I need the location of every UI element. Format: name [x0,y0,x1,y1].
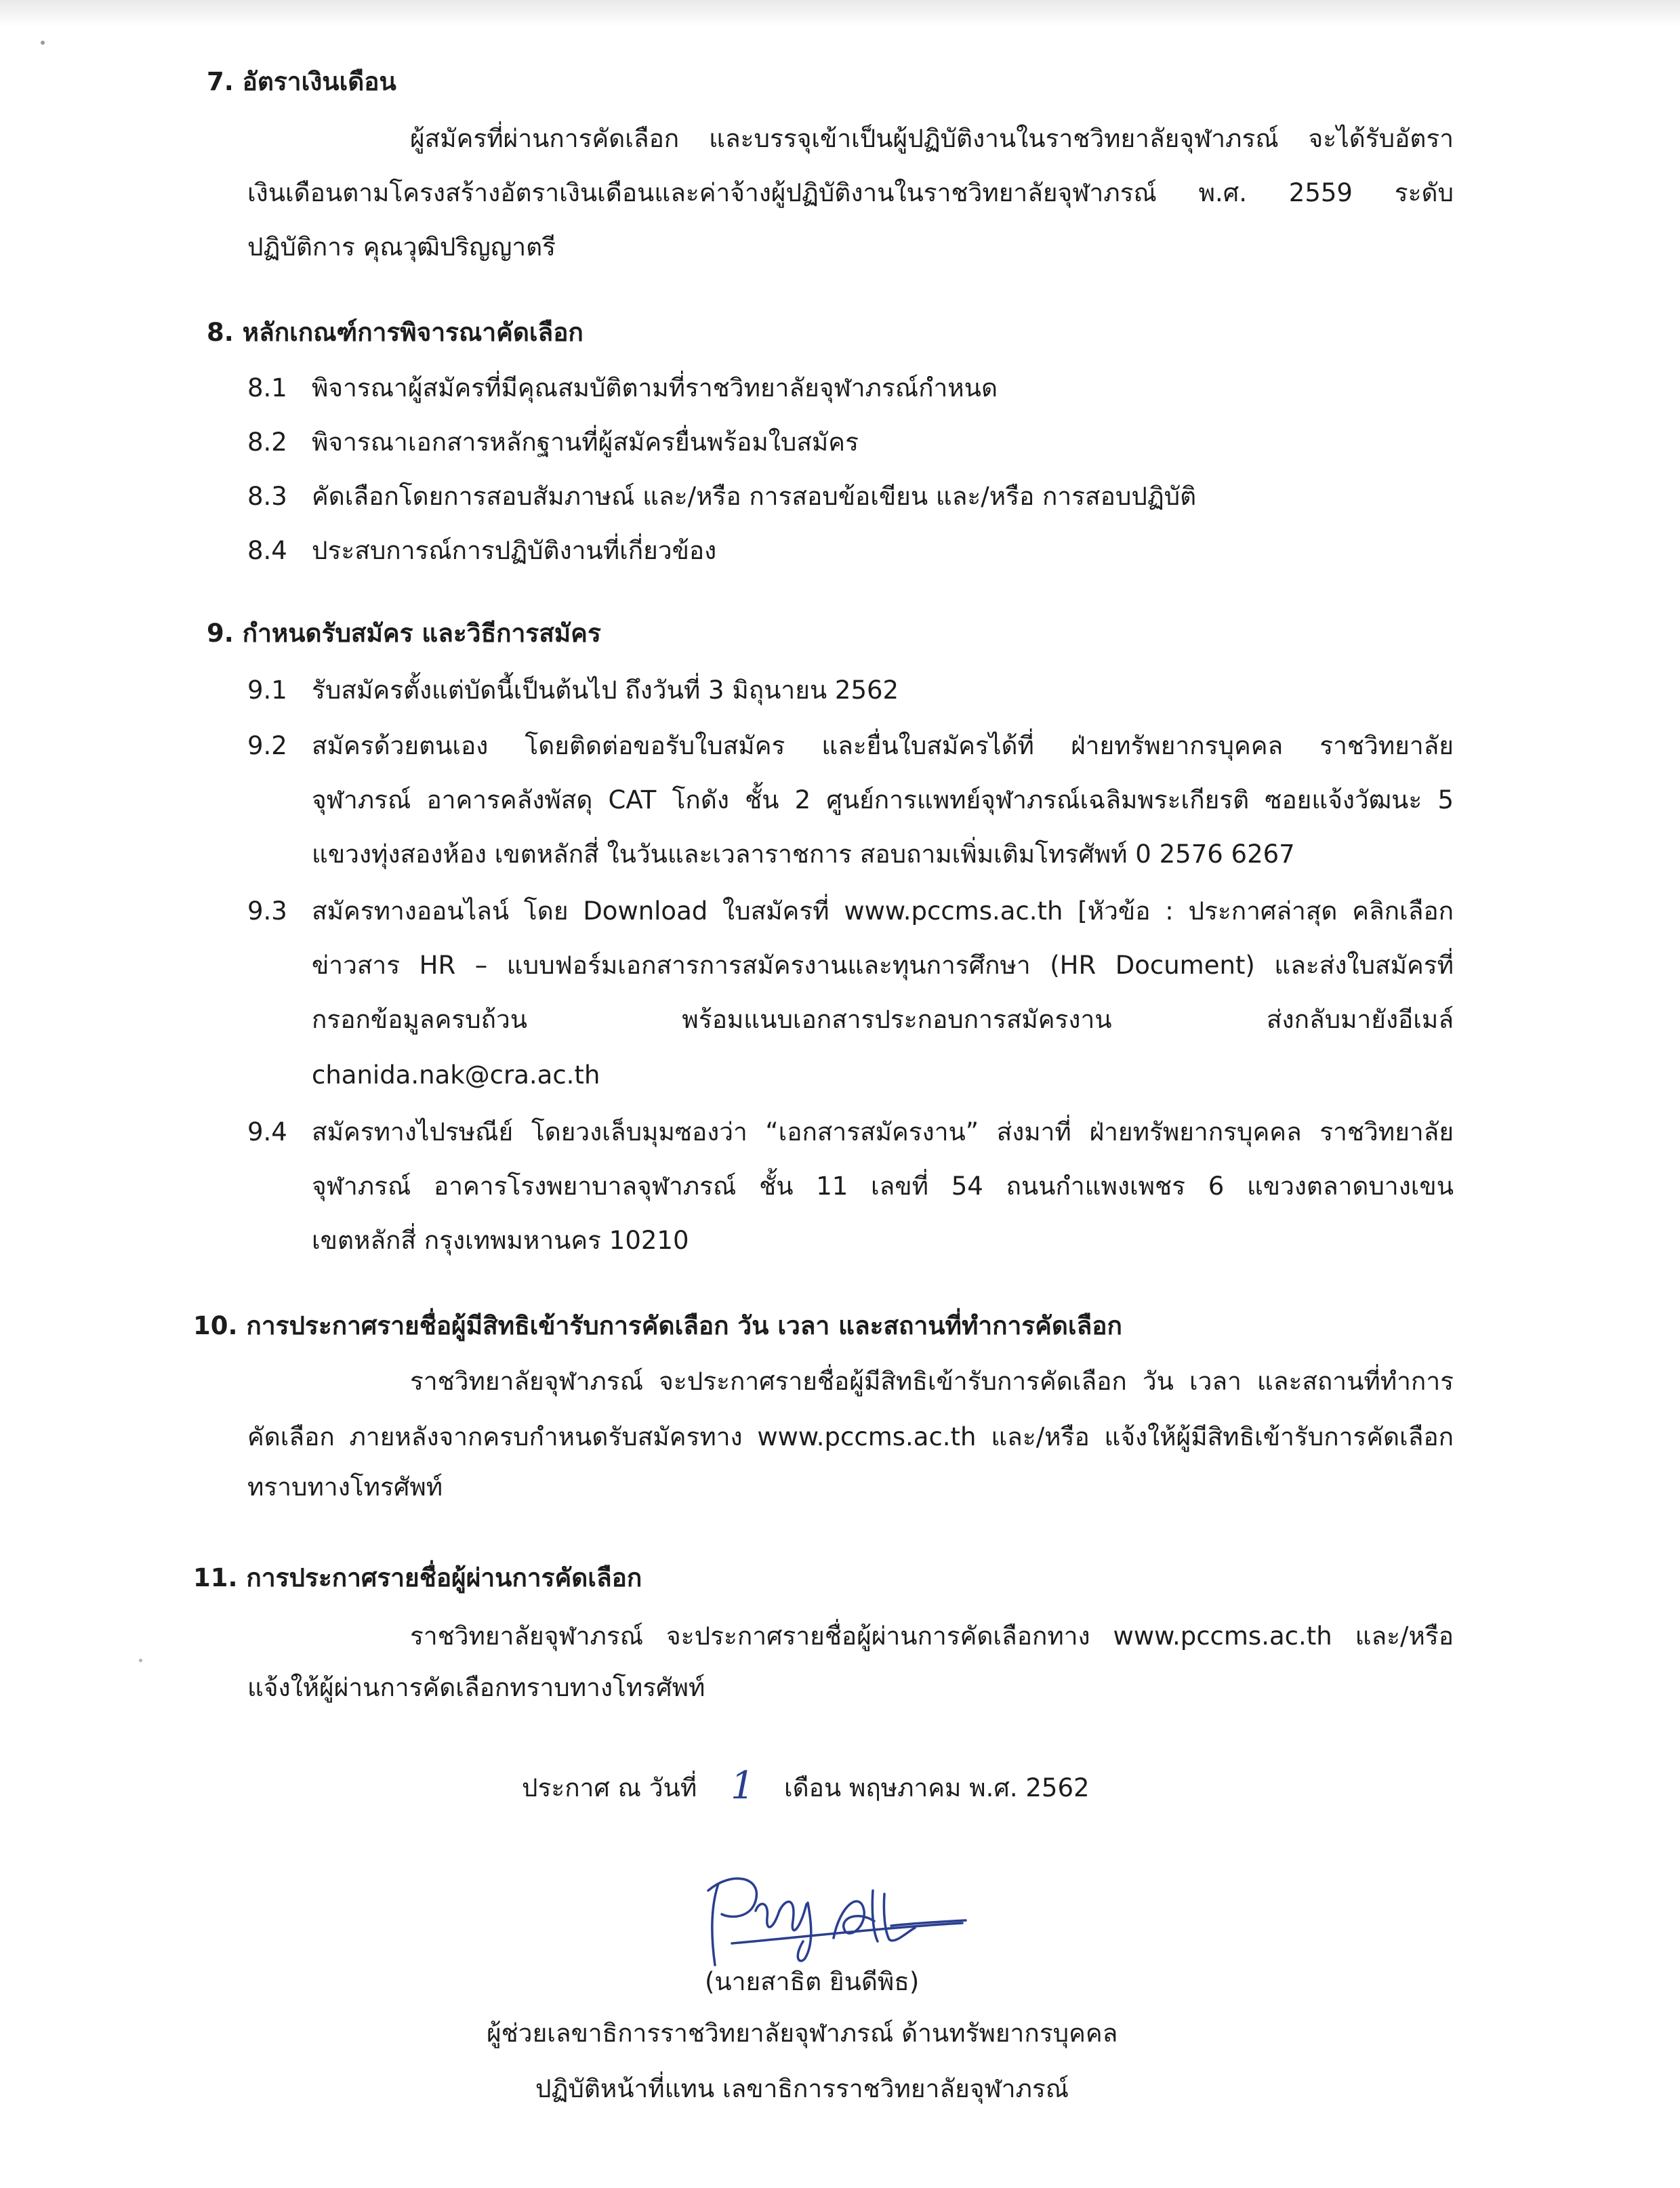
item-number: 8.1 [247,373,287,402]
scan-speck [41,41,45,45]
item-text: คัดเลือกโดยการสอบสัมภาษณ์ และ/หรือ การสอบข้อเขียน และ/หรือ การสอบปฏิบัติ [312,482,1197,511]
section-11-line-2: แจ้งให้ผู้ผ่านการคัดเลือกทราบทางโทรศัพท์ [247,1673,705,1702]
section-11-line-1: ราชวิทยาลัยจุฬาภรณ์ จะประกาศรายชื่อผู้ผ่านการคัดเลือกทาง www.pccms.ac.th และ/หรือ [410,1622,1454,1651]
section-11-heading: 11. การประกาศรายชื่อผู้ผ่านการคัดเลือก [193,1563,642,1592]
signer-title: ผู้ช่วยเลขาธิการราชวิทยาลัยจุฬาภรณ์ ด้านทรัพยากรบุคคล [487,2019,1118,2048]
item-text: พิจารณาผู้สมัครที่มีคุณสมบัติตามที่ราชวิทยาลัยจุฬาภรณ์กำหนด [312,373,998,402]
email-text: chanida.nak@cra.ac.th [312,1060,600,1090]
scan-shadow [0,0,1680,27]
item-text: สมัครด้วยตนเอง โดยติดต่อขอรับใบสมัคร และยื่นใบสมัครได้ที่ ฝ่ายทรัพยากรบุคคล ราชวิทยาลัย [312,731,1454,760]
signer-acting: ปฏิบัติหน้าที่แทน เลขาธิการราชวิทยาลัยจุฬาภรณ์ [535,2074,1069,2103]
item-number: 9.4 [247,1117,287,1147]
item-text: จุฬาภรณ์ อาคารโรงพยาบาลจุฬาภรณ์ ชั้น 11 เลขที่ 54 ถนนกำแพงเพชร 6 แขวงตลาดบางเขน [312,1172,1454,1201]
scan-speck [139,1659,142,1662]
section-7-heading: 7. อัตราเงินเดือน [207,67,396,96]
announce-suffix: เดือน พฤษภาคม พ.ศ. 2562 [784,1773,1090,1802]
item-number: 8.2 [247,428,287,457]
item-text: รับสมัครตั้งแต่บัดนี้เป็นต้นไป ถึงวันที่ 3 มิถุนายน 2562 [312,676,899,705]
item-text: จุฬาภรณ์ อาคารคลังพัสดุ CAT โกดัง ชั้น 2 ศูนย์การแพทย์จุฬาภรณ์เฉลิมพระเกียรติ ซอยแจ้งวัฒนะ 5 [312,785,1454,814]
item-text: ประสบการณ์การปฏิบัติงานที่เกี่ยวข้อง [312,536,717,565]
section-10-line-3: ทราบทางโทรศัพท์ [247,1472,443,1502]
item-number: 9.3 [247,896,287,926]
section-8-heading: 8. หลักเกณฑ์การพิจารณาคัดเลือก [207,318,583,347]
signature-image [691,1863,976,1979]
item-number: 8.4 [247,536,287,565]
item-text: เขตหลักสี่ กรุงเทพมหานคร 10210 [312,1226,689,1255]
item-text: สมัครทางไปรษณีย์ โดยวงเล็บมุมซองว่า “เอกสารสมัครงาน” ส่งมาที่ ฝ่ายทรัพยากรบุคคล ราชวิทยาลัย [312,1117,1454,1147]
section-10-line-2: คัดเลือก ภายหลังจากครบกำหนดรับสมัครทาง www.pccms.ac.th และ/หรือ แจ้งให้ผู้มีสิทธิเข้ารับการคัดเลือก [247,1422,1454,1451]
section-7-line-2: เงินเดือนตามโครงสร้างอัตราเงินเดือนและค่าจ้างผู้ปฏิบัติงานในราชวิทยาลัยจุฬาภรณ์ พ.ศ. 2559 ระดับ [247,178,1454,207]
section-10-heading: 10. การประกาศรายชื่อผู้มีสิทธิเข้ารับการคัดเลือก วัน เวลา และสถานที่ทำการคัดเลือก [193,1311,1122,1340]
section-7-line-1: ผู้สมัครที่ผ่านการคัดเลือก และบรรจุเข้าเป็นผู้ปฏิบัติงานในราชวิทยาลัยจุฬาภรณ์ จะได้รับอัตรา [410,124,1454,153]
announce-day-handwritten: 1 [731,1764,755,1808]
item-text: แขวงทุ่งสองห้อง เขตหลักสี่ ในวันและเวลาราชการ สอบถามเพิ่มเติมโทรศัพท์ 0 2576 6267 [312,840,1295,869]
section-10-line-1: ราชวิทยาลัยจุฬาภรณ์ จะประกาศรายชื่อผู้มีสิทธิเข้ารับการคัดเลือก วัน เวลา และสถานที่ทำการ [410,1367,1454,1396]
section-9-heading: 9. กำหนดรับสมัคร และวิธีการสมัคร [207,619,601,648]
item-text: พิจารณาเอกสารหลักฐานที่ผู้สมัครยื่นพร้อมใบสมัคร [312,428,859,457]
item-number: 8.3 [247,482,287,511]
item-number: 9.1 [247,676,287,705]
announce-prefix: ประกาศ ณ วันที่ [522,1773,697,1802]
signer-name: (นายสาธิต ยินดีพิธ) [705,1967,920,1996]
section-7-line-3: ปฏิบัติการ คุณวุฒิปริญญาตรี [247,232,556,262]
item-number: 9.2 [247,731,287,760]
item-text: กรอกข้อมูลครบถ้วน พร้อมแนบเอกสารประกอบการสมัครงาน ส่งกลับมายังอีเมล์ [312,1005,1454,1034]
item-text: สมัครทางออนไลน์ โดย Download ใบสมัครที่ www.pccms.ac.th [หัวข้อ : ประกาศล่าสุด คลิกเลือก [312,896,1454,926]
item-text: ข่าวสาร HR – แบบฟอร์มเอกสารการสมัครงานและทุนการศึกษา (HR Document) และส่งใบสมัครที่ [312,951,1454,980]
